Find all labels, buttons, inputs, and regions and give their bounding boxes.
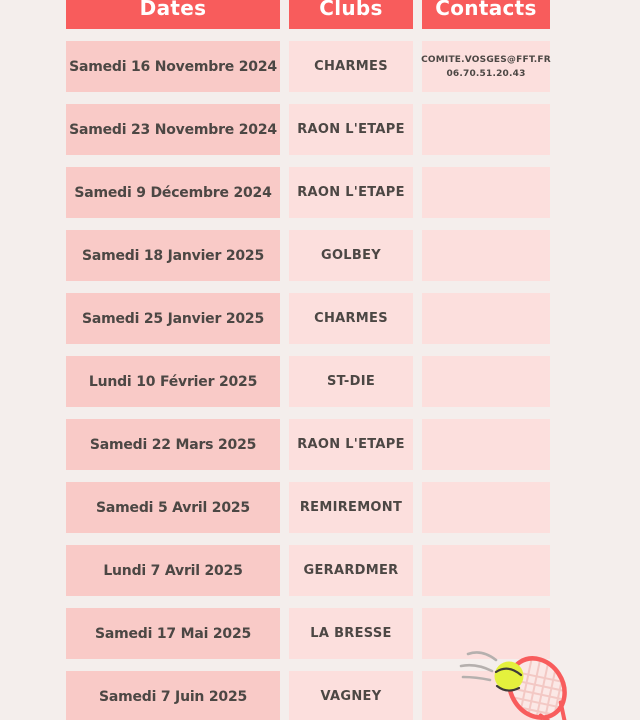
contact-cell	[422, 293, 550, 344]
club-cell: GERARDMER	[289, 545, 413, 596]
contact-cell	[422, 545, 550, 596]
tennis-racket-icon	[452, 645, 640, 720]
date-cell: Lundi 10 Février 2025	[66, 356, 280, 407]
contact-cell	[422, 167, 550, 218]
contact-cell	[422, 104, 550, 155]
club-cell: ST-DIE	[289, 356, 413, 407]
schedule-table	[66, 0, 550, 720]
contact-email: COMITE.VOSGES@FFT.FR	[421, 54, 551, 65]
contact-cell	[422, 41, 550, 92]
club-cell: LA BRESSE	[289, 608, 413, 659]
club-cell: REMIREMONT	[289, 482, 413, 533]
date-cell: Samedi 25 Janvier 2025	[66, 293, 280, 344]
date-cell: Samedi 5 Avril 2025	[66, 482, 280, 533]
club-cell: GOLBEY	[289, 230, 413, 281]
date-cell: Samedi 9 Décembre 2024	[66, 167, 280, 218]
contact-cell	[422, 230, 550, 281]
contact-cell	[422, 356, 550, 407]
date-cell: Samedi 22 Mars 2025	[66, 419, 280, 470]
contact-phone: 06.70.51.20.43	[446, 68, 526, 79]
tennis-racket-ball-illustration	[452, 645, 640, 720]
motion-lines-icon	[461, 652, 496, 680]
date-cell: Samedi 23 Novembre 2024	[66, 104, 280, 155]
date-cell: Samedi 16 Novembre 2024	[66, 41, 280, 92]
column-header-dates: Dates	[66, 0, 280, 29]
club-cell: CHARMES	[289, 41, 413, 92]
date-cell: Samedi 17 Mai 2025	[66, 608, 280, 659]
contact-cell	[422, 419, 550, 470]
club-cell: RAON L'ETAPE	[289, 167, 413, 218]
club-cell: VAGNEY	[289, 671, 413, 720]
date-cell: Lundi 7 Avril 2025	[66, 545, 280, 596]
date-cell: Samedi 18 Janvier 2025	[66, 230, 280, 281]
contact-cell	[422, 482, 550, 533]
tennis-ball-icon	[495, 662, 524, 691]
club-cell: RAON L'ETAPE	[289, 419, 413, 470]
club-cell: RAON L'ETAPE	[289, 104, 413, 155]
column-header-contacts: Contacts	[422, 0, 550, 29]
column-header-clubs: Clubs	[289, 0, 413, 29]
club-cell: CHARMES	[289, 293, 413, 344]
date-cell: Samedi 7 Juin 2025	[66, 671, 280, 720]
